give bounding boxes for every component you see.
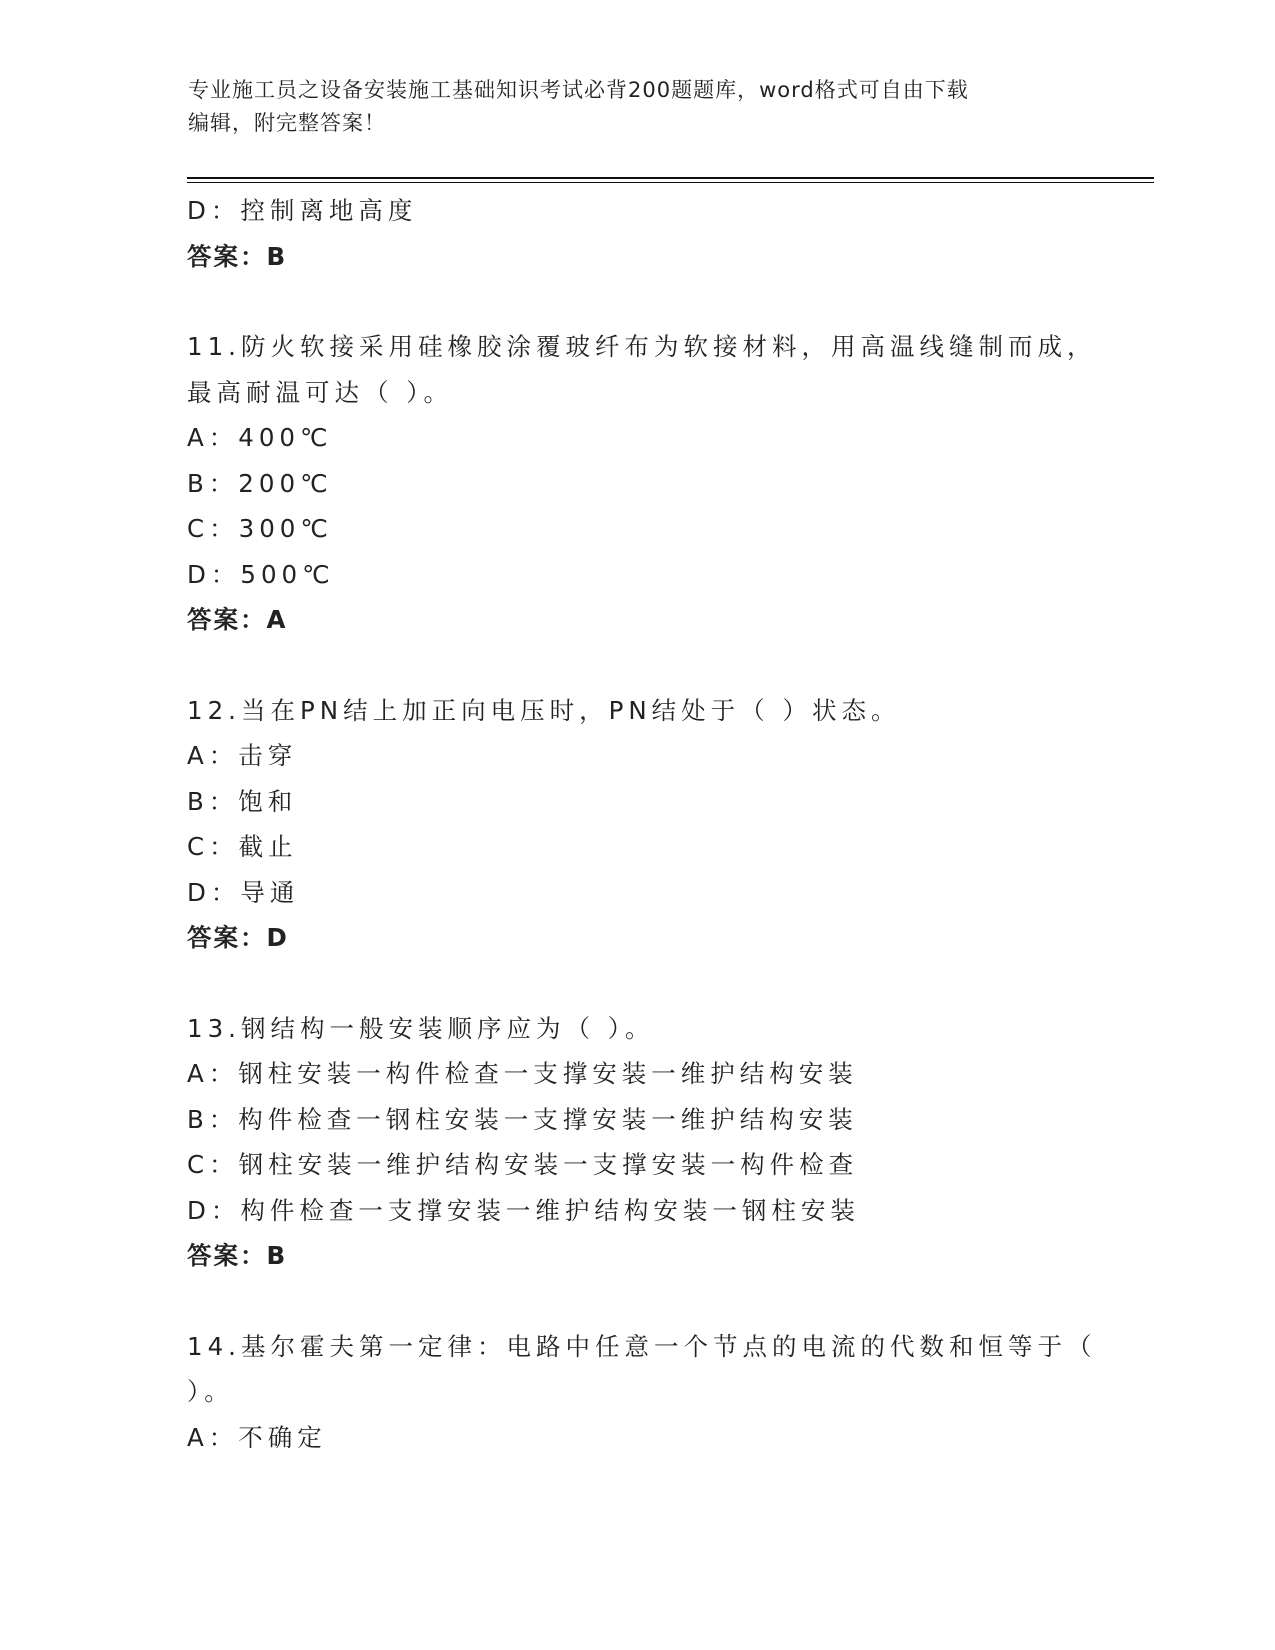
question-block-10 bbox=[187, 188, 1087, 279]
option-d: D：500℃ bbox=[187, 559, 335, 589]
question-block-11 bbox=[187, 324, 1097, 643]
question-block-12 bbox=[187, 688, 1087, 961]
option-a: A：400℃ bbox=[187, 423, 333, 452]
option-b: B：饱和 bbox=[187, 786, 298, 816]
question-block-14 bbox=[187, 1324, 1097, 1461]
question-block-13 bbox=[187, 1006, 1087, 1279]
option-d: D：构件检查一支撑安装一维护结构安装一钢柱安装 bbox=[187, 1195, 860, 1225]
spacer bbox=[187, 643, 1087, 688]
question-stem: 13.钢结构一般安装顺序应为（ ）。 bbox=[187, 1013, 655, 1043]
option-d: D：导通 bbox=[187, 877, 300, 907]
header-title-line-2: 编辑，附完整答案！ bbox=[188, 111, 386, 135]
header-title-line-1: 专业施工员之设备安装施工基础知识考试必背200题题库，word格式可自由下载 bbox=[188, 78, 969, 102]
option-d: D：控制离地高度 bbox=[187, 196, 418, 225]
question-stem-continued: ）。 bbox=[187, 1377, 234, 1406]
spacer bbox=[187, 961, 1087, 1006]
option-c: C：截止 bbox=[187, 832, 298, 861]
answer-line: 答案：B bbox=[187, 1241, 288, 1270]
option-c: C：300℃ bbox=[187, 514, 333, 543]
header-divider-thin bbox=[187, 182, 1154, 183]
answer-line: 答案：A bbox=[187, 605, 288, 634]
option-b: B：构件检查一钢柱安装一支撑安装一维护结构安装 bbox=[187, 1104, 858, 1134]
option-c: C：钢柱安装一维护结构安装一支撑安装一构件检查 bbox=[187, 1150, 859, 1179]
answer-line: 答案：D bbox=[187, 923, 289, 952]
document-header bbox=[188, 74, 1068, 140]
header-divider-thick bbox=[187, 177, 1154, 179]
answer-line: 答案：B bbox=[187, 241, 288, 271]
option-a: A：不确定 bbox=[187, 1422, 327, 1452]
spacer bbox=[187, 1279, 1087, 1324]
question-content bbox=[187, 188, 1097, 1460]
question-stem: 14.基尔霍夫第一定律：电路中任意一个节点的电流的代数和恒等于（ bbox=[187, 1331, 1097, 1361]
question-stem: 11.防火软接采用硅橡胶涂覆玻纤布为软接材料，用高温线缝制而成， bbox=[187, 332, 1097, 361]
question-stem-continued: 最高耐温可达（ ）。 bbox=[187, 377, 454, 407]
option-a: A：击穿 bbox=[187, 741, 298, 770]
option-a: A：钢柱安装一构件检查一支撑安装一维护结构安装 bbox=[187, 1059, 858, 1088]
question-stem: 12.当在PN结上加正向电压时，PN结处于（ ）状态。 bbox=[187, 695, 901, 725]
option-b: B：200℃ bbox=[187, 468, 333, 498]
spacer bbox=[187, 279, 1087, 324]
